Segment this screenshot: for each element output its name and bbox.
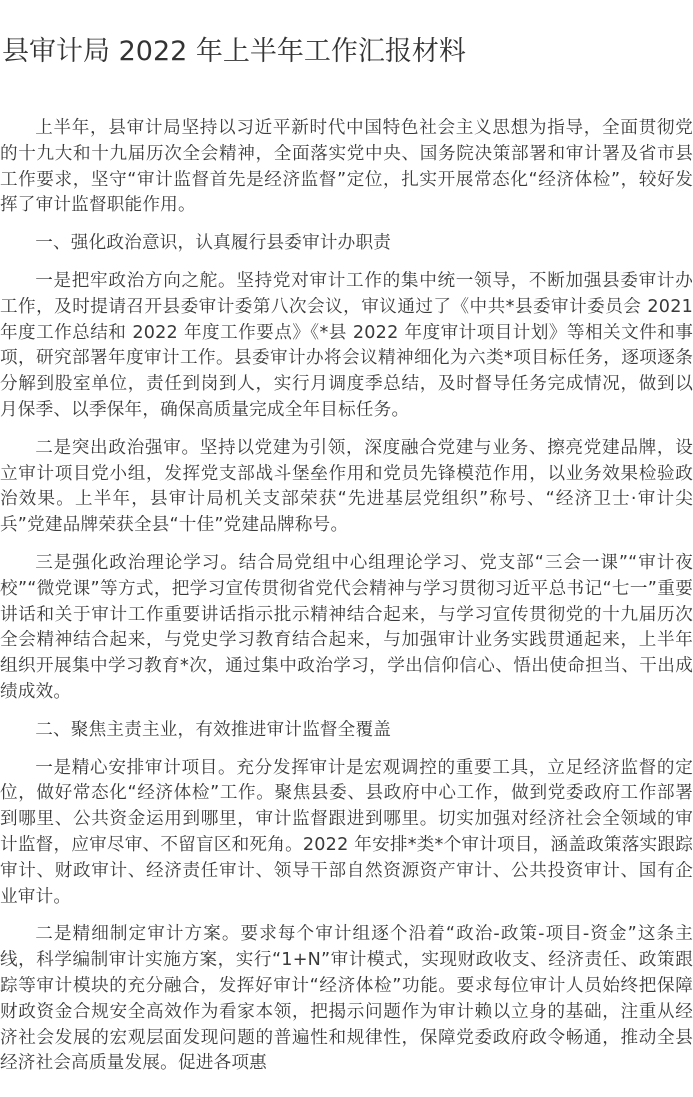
document-title: 县审计局 2022 年上半年工作汇报材料 xyxy=(2,36,466,67)
body-paragraph: 一是把牢政治方向之舵。坚持党对审计工作的集中统一领导，不断加强县委审计办工作，及时提请召开县委审计委第八次会议，审议通过了《中共*县委审计委员会 2021 年度工作总结和 2022 年度工作要点》《*县 2022 年度审计项目计划》等相关文件和事项，研究部署年度审计工作。县委审计办将会议精神细化为六类*项目标任务，逐项逐条分解到股室单位，责任到岗到人，实行月调度季总结，及时督导任务完成情况，做到以月保季、以季保年，确保高质量完成全年目标任务。 xyxy=(0,270,693,420)
intro-paragraph: 上半年，县审计局坚持以习近平新时代中国特色社会主义思想为指导，全面贯彻党的十九大和十九届历次全会精神，全面落实党中央、国务院决策部署和审计署及省市县工作要求，坚守“审计监督首先是经济监督”定位，扎实开展常态化“经济体检”，较好发挥了审计监督职能作用。 xyxy=(0,118,693,216)
body-paragraph: 二是精细制定审计方案。要求每个审计组逐个沿着“政治-政策-项目-资金”这条主线，科学编制审计实施方案，实行“1+N”审计模式，实现财政收支、经济责任、政策跟踪等审计模块的充分融合，发挥好审计“经济体检”功能。要求每位审计人员始终把保障财政资金合规安全高效作为看家本领，把揭示问题作为审计赖以立身的基础，注重从经济社会发展的宏观层面发现问题的普遍性和规律性，保障党委政府政令畅通，推动全县经济社会高质量发展。促进各项惠 xyxy=(0,924,693,1074)
document-body xyxy=(0,116,693,1089)
section-heading-1: 一、强化政治意识，认真履行县委审计办职责 xyxy=(35,233,392,254)
body-paragraph: 一是精心安排审计项目。充分发挥审计是宏观调控的重要工具，立足经济监督的定位，做好常态化“经济体检”工作。聚焦县委、县政府中心工作，做到党委政府工作部署到哪里、公共资金运用到哪里，审计监督跟进到哪里。切实加强对经济社会全领域的审计监督，应审尽审、不留盲区和死角。2022 年安排*类*个审计项目，涵盖政策落实跟踪审计、财政审计、经济责任审计、领导干部自然资源资产审计、公共投资审计、国有企业审计。 xyxy=(0,757,693,907)
body-paragraph: 二是突出政治强审。坚持以党建为引领，深度融合党建与业务、擦亮党建品牌，设立审计项目党小组，发挥党支部战斗堡垒作用和党员先锋模范作用，以业务效果检验政治效果。上半年，县审计局机关支部荣获“先进基层党组织”称号、“经济卫士·审计尖兵”党建品牌荣获全县“十佳”党建品牌称号。 xyxy=(0,437,693,536)
body-paragraph: 三是强化政治理论学习。结合局党组中心组理论学习、党支部“三会一课”“审计夜校”“微党课”等方式，把学习宣传贯彻省党代会精神与学习贯彻习近平总书记“七一”重要讲话和关于审计工作重要讲话指示批示精神结合起来，与学习宣传贯彻党的十九届历次全会精神结合起来，与党史学习教育结合起来，与加强审计业务实践贯通起来，上半年组织开展集中学习教育*次，通过集中政治学习，学出信仰信心、悟出使命担当、干出成绩成效。 xyxy=(0,552,693,702)
section-heading-2: 二、聚焦主责主业，有效推进审计监督全覆盖 xyxy=(35,719,392,740)
